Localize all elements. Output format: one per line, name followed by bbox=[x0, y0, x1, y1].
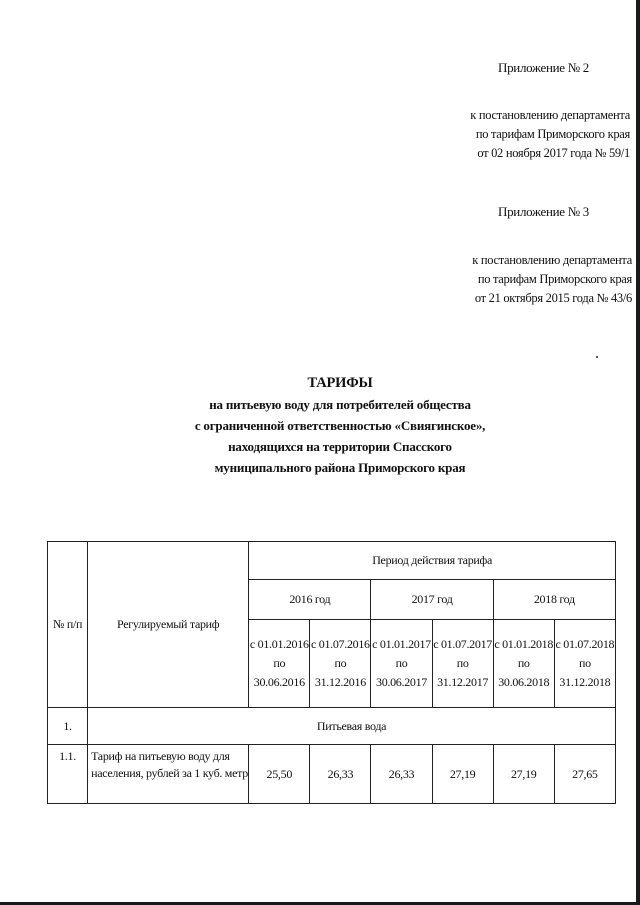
title-line: находящихся на территории Спасского bbox=[228, 439, 452, 454]
period-by: по bbox=[273, 656, 286, 670]
period-to: 30.06.2018 bbox=[498, 675, 550, 689]
scan-border-right bbox=[636, 0, 640, 905]
header-period-range bbox=[554, 620, 615, 708]
header-period-range bbox=[432, 620, 493, 708]
row-tariff-name bbox=[88, 745, 249, 804]
table-row bbox=[48, 745, 616, 804]
annex2-line: по тарифам Приморского края bbox=[475, 127, 630, 141]
header-period-range bbox=[493, 620, 554, 708]
header-num: № п/п bbox=[48, 542, 88, 708]
period-from: с 01.07.2016 bbox=[311, 637, 370, 651]
row-num: 1.1. bbox=[48, 745, 88, 804]
annex3-reference bbox=[402, 251, 632, 308]
header-row bbox=[48, 542, 616, 580]
annex2-line: к постановлению департамента bbox=[470, 108, 630, 122]
period-by: по bbox=[456, 656, 469, 670]
row-value: 27,65 bbox=[554, 745, 615, 804]
header-year: 2018 год bbox=[493, 580, 615, 620]
period-from: с 01.01.2016 bbox=[249, 637, 309, 651]
period-from: с 01.01.2017 bbox=[372, 637, 431, 651]
annex2-line: от 02 ноября 2017 года № 59/1 bbox=[477, 146, 630, 160]
header-tariff: Регулируемый тариф bbox=[88, 542, 249, 708]
header-year: 2016 год bbox=[249, 580, 371, 620]
period-by: по bbox=[334, 656, 347, 670]
section-label: Питьевая вода bbox=[88, 708, 616, 745]
header-period-range bbox=[249, 620, 310, 708]
annex2-title: Приложение № 2 bbox=[498, 60, 589, 75]
row-name-line: Тариф на питьевую воду для bbox=[91, 749, 230, 763]
period-from: с 01.07.2017 bbox=[433, 637, 492, 651]
row-value: 25,50 bbox=[249, 745, 310, 804]
period-to: 30.06.2017 bbox=[376, 675, 428, 689]
header-period-range bbox=[310, 620, 371, 708]
row-value: 27,19 bbox=[432, 745, 493, 804]
title-line: на питьевую воду для потребителей общества bbox=[209, 397, 471, 412]
period-to: 31.12.2018 bbox=[559, 675, 611, 689]
title-line: с ограниченной ответственностью «Свиягинское», bbox=[194, 418, 486, 433]
period-to: 31.12.2016 bbox=[314, 675, 366, 689]
row-value: 27,19 bbox=[493, 745, 554, 804]
header-period-range bbox=[371, 620, 432, 708]
annex3-line: к постановлению департамента bbox=[472, 253, 632, 267]
header-period: Период действия тарифа bbox=[249, 542, 616, 580]
period-to: 30.06.2016 bbox=[253, 675, 305, 689]
tariff-table bbox=[47, 541, 616, 804]
annex3-line: по тарифам Приморского края bbox=[477, 272, 632, 286]
period-from: с 01.01.2018 bbox=[494, 637, 554, 651]
period-to: 31.12.2017 bbox=[437, 675, 489, 689]
period-from: с 01.07.2018 bbox=[555, 637, 615, 651]
section-row bbox=[48, 708, 616, 745]
title-line: муниципального района Приморского края bbox=[214, 460, 466, 475]
section-num: 1. bbox=[48, 708, 88, 745]
row-value: 26,33 bbox=[371, 745, 432, 804]
period-by: по bbox=[395, 656, 408, 670]
period-by: по bbox=[578, 656, 591, 670]
document-title bbox=[160, 373, 520, 478]
annex3-line: от 21 октября 2015 года № 43/6 bbox=[474, 291, 632, 305]
header-year: 2017 год bbox=[371, 580, 493, 620]
row-name-line: населения, рублей за 1 куб. метр bbox=[91, 766, 248, 780]
annex3-title: Приложение № 3 bbox=[498, 204, 589, 219]
period-by: по bbox=[517, 656, 530, 670]
annex2-reference bbox=[400, 106, 630, 163]
row-value: 26,33 bbox=[310, 745, 371, 804]
scan-speck bbox=[596, 356, 598, 358]
title-main: ТАРИФЫ bbox=[307, 375, 373, 391]
